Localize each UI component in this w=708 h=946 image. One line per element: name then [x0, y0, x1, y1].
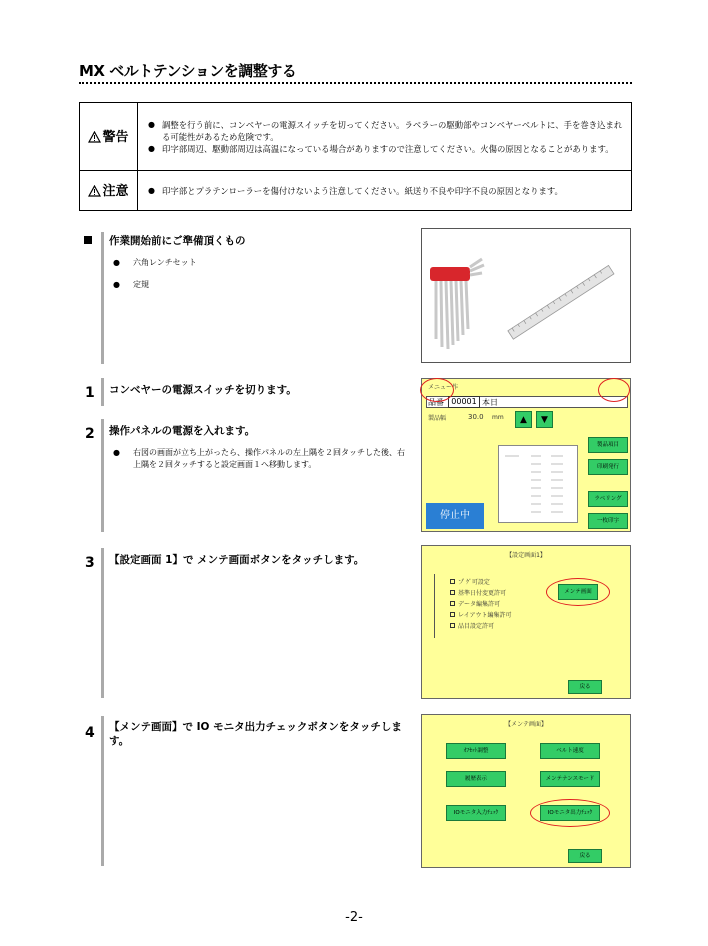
touch-highlight: [530, 799, 610, 827]
step-number: 2: [85, 426, 95, 442]
caution-row: [80, 171, 632, 211]
list-item[interactable]: [450, 609, 512, 620]
corner-label: メニュー作: [428, 384, 459, 391]
status-indicator: 停止中: [426, 503, 484, 529]
info-panel: [498, 445, 578, 523]
checkbox-label: レイアウト編集許可: [458, 612, 512, 619]
section-bar: [101, 232, 104, 364]
product-number-field[interactable]: 00001: [448, 396, 480, 408]
screen-title: 【設定画面1】: [506, 552, 546, 559]
bullet-icon: ●: [113, 279, 120, 289]
operation-panel-screen: [421, 378, 631, 532]
touch-highlight-right: [598, 378, 630, 402]
settings-screen-1: [421, 545, 631, 699]
list-item: [148, 143, 625, 155]
page-number: -2-: [345, 910, 363, 925]
step-note-text: 右図の画面が立ち上がったら、操作パネルの左上隅を２回タッチした後、右上隅を２回タッチすると設定画面１へ移動します。: [133, 448, 405, 469]
back-button[interactable]: 戻る: [568, 849, 602, 863]
warning-row: [80, 103, 632, 171]
step-text: コンベヤーの電源スイッチを切ります。: [109, 384, 297, 396]
list-item: [113, 256, 197, 268]
tools-figure: [421, 228, 631, 363]
screen-title: 【メンテ画面】: [504, 721, 547, 728]
prep-heading: 作業開始前にご準備頂くもの: [109, 235, 246, 247]
warning-table: [79, 102, 632, 211]
history-button[interactable]: 履歴表示: [446, 771, 506, 787]
prep-list: [113, 256, 197, 300]
checkbox-icon: [450, 623, 455, 628]
page-title: MX ベルトテンションを調整する: [79, 62, 297, 80]
speed-unit: mm: [492, 414, 504, 421]
checkbox-icon: [450, 601, 455, 606]
warning-text: 印字部周辺、駆動部周辺は高温になっている場合がありますので注意してください。火傷の原因となることがあります。: [162, 143, 614, 154]
maintenance-screen-button[interactable]: メンテ画面: [558, 584, 598, 600]
bullet-icon: ●: [113, 257, 120, 267]
list-item: [148, 119, 625, 143]
step-note: [113, 447, 408, 471]
maintenance-mode-button[interactable]: メンテナンスモード: [540, 771, 600, 787]
checkbox-icon: [450, 579, 455, 584]
step-text: 【メンテ画面】で IO モニタ出力チェックボタンをタッチします。: [109, 721, 402, 747]
step-number: 3: [85, 555, 95, 571]
step-number: 4: [85, 725, 95, 741]
checkbox-label: 基準日付変更許可: [458, 590, 507, 597]
warning-text: 調整を行う前に、コンベヤーの電源スイッチを切ってください。ラベラーの駆動部やコンベヤーベルトに、手を巻き込まれる可能性があるため危険です。: [162, 119, 623, 142]
prep-item: 定規: [133, 279, 149, 289]
checkbox-icon: [450, 590, 455, 595]
list-item[interactable]: [450, 587, 512, 598]
speed-label: 製品幅: [428, 415, 447, 422]
warning-triangle-icon: [88, 185, 101, 201]
step-number: 1: [85, 385, 95, 401]
checkbox-label: プ ｸﾞ可設定: [458, 579, 490, 586]
maintenance-screen: [421, 714, 631, 868]
list-item[interactable]: [450, 598, 512, 609]
down-arrow-button[interactable]: ▼: [536, 411, 553, 428]
list-item: [148, 185, 625, 197]
labeling-button[interactable]: ラベリング: [588, 491, 628, 507]
hex-wrench-icon: [430, 259, 484, 349]
step-text: 【設定画面 1】で メンテ画面ボタンをタッチします。: [109, 554, 365, 566]
checkbox-label: データ編集許可: [458, 601, 501, 608]
prep-item: 六角レンチセット: [133, 257, 197, 267]
bullet-icon: ●: [148, 119, 155, 129]
caution-text: 印字部とプラテンローラーを傷付けないよう注意してください。紙送り不良や印字不良の原因となります。: [162, 185, 563, 196]
caution-label-cell: [80, 171, 138, 211]
section-square-icon: [84, 236, 92, 244]
list-item: [113, 278, 197, 290]
belt-speed-button[interactable]: ベルト速度: [540, 743, 600, 759]
up-arrow-button[interactable]: ▲: [515, 411, 532, 428]
hex-wrench-ruler-illustration: [422, 229, 630, 362]
single-print-button[interactable]: 一枚印字: [588, 513, 628, 529]
ruler-icon: [508, 265, 614, 339]
list-item[interactable]: [450, 576, 512, 587]
step-bar: [101, 419, 104, 532]
warning-label-cell: [80, 103, 138, 171]
checkbox-list: [450, 576, 512, 631]
checkbox-icon: [450, 612, 455, 617]
product-name: 本日: [482, 398, 498, 407]
step-bar: [101, 548, 104, 698]
step-bar: [101, 378, 104, 406]
step-text: 操作パネルの電源を入れます。: [109, 425, 256, 437]
bullet-icon: ●: [113, 448, 120, 457]
offset-adjust-button[interactable]: ｵﾌｾｯﾄ調整: [446, 743, 506, 759]
io-input-check-button[interactable]: IOモニタ入力ﾁｪｯｸ: [446, 805, 506, 821]
group-bracket: [434, 574, 440, 638]
product-item-button[interactable]: 製品項目: [588, 437, 628, 453]
caution-body: [138, 171, 632, 211]
step-bar: [101, 716, 104, 866]
touch-highlight: [546, 578, 610, 606]
title-divider: [79, 82, 632, 84]
product-label: 品番: [428, 398, 444, 407]
warning-triangle-icon: [88, 131, 101, 147]
warning-body: [138, 103, 632, 171]
data-lines-illustration: [499, 446, 577, 522]
list-item[interactable]: [450, 620, 512, 631]
io-output-check-button[interactable]: IOモニタ出力ﾁｪｯｸ: [540, 805, 600, 821]
touch-highlight-left: [420, 378, 454, 402]
bullet-icon: ●: [148, 143, 155, 153]
bullet-icon: ●: [148, 185, 155, 195]
warning-label: 警告: [102, 130, 129, 145]
checkbox-label: 品目設定許可: [458, 623, 495, 630]
back-button[interactable]: 戻る: [568, 680, 602, 694]
caution-label: 注意: [102, 184, 129, 199]
print-issue-button[interactable]: 印刷発行: [588, 459, 628, 475]
speed-value: 30.0: [468, 413, 484, 421]
